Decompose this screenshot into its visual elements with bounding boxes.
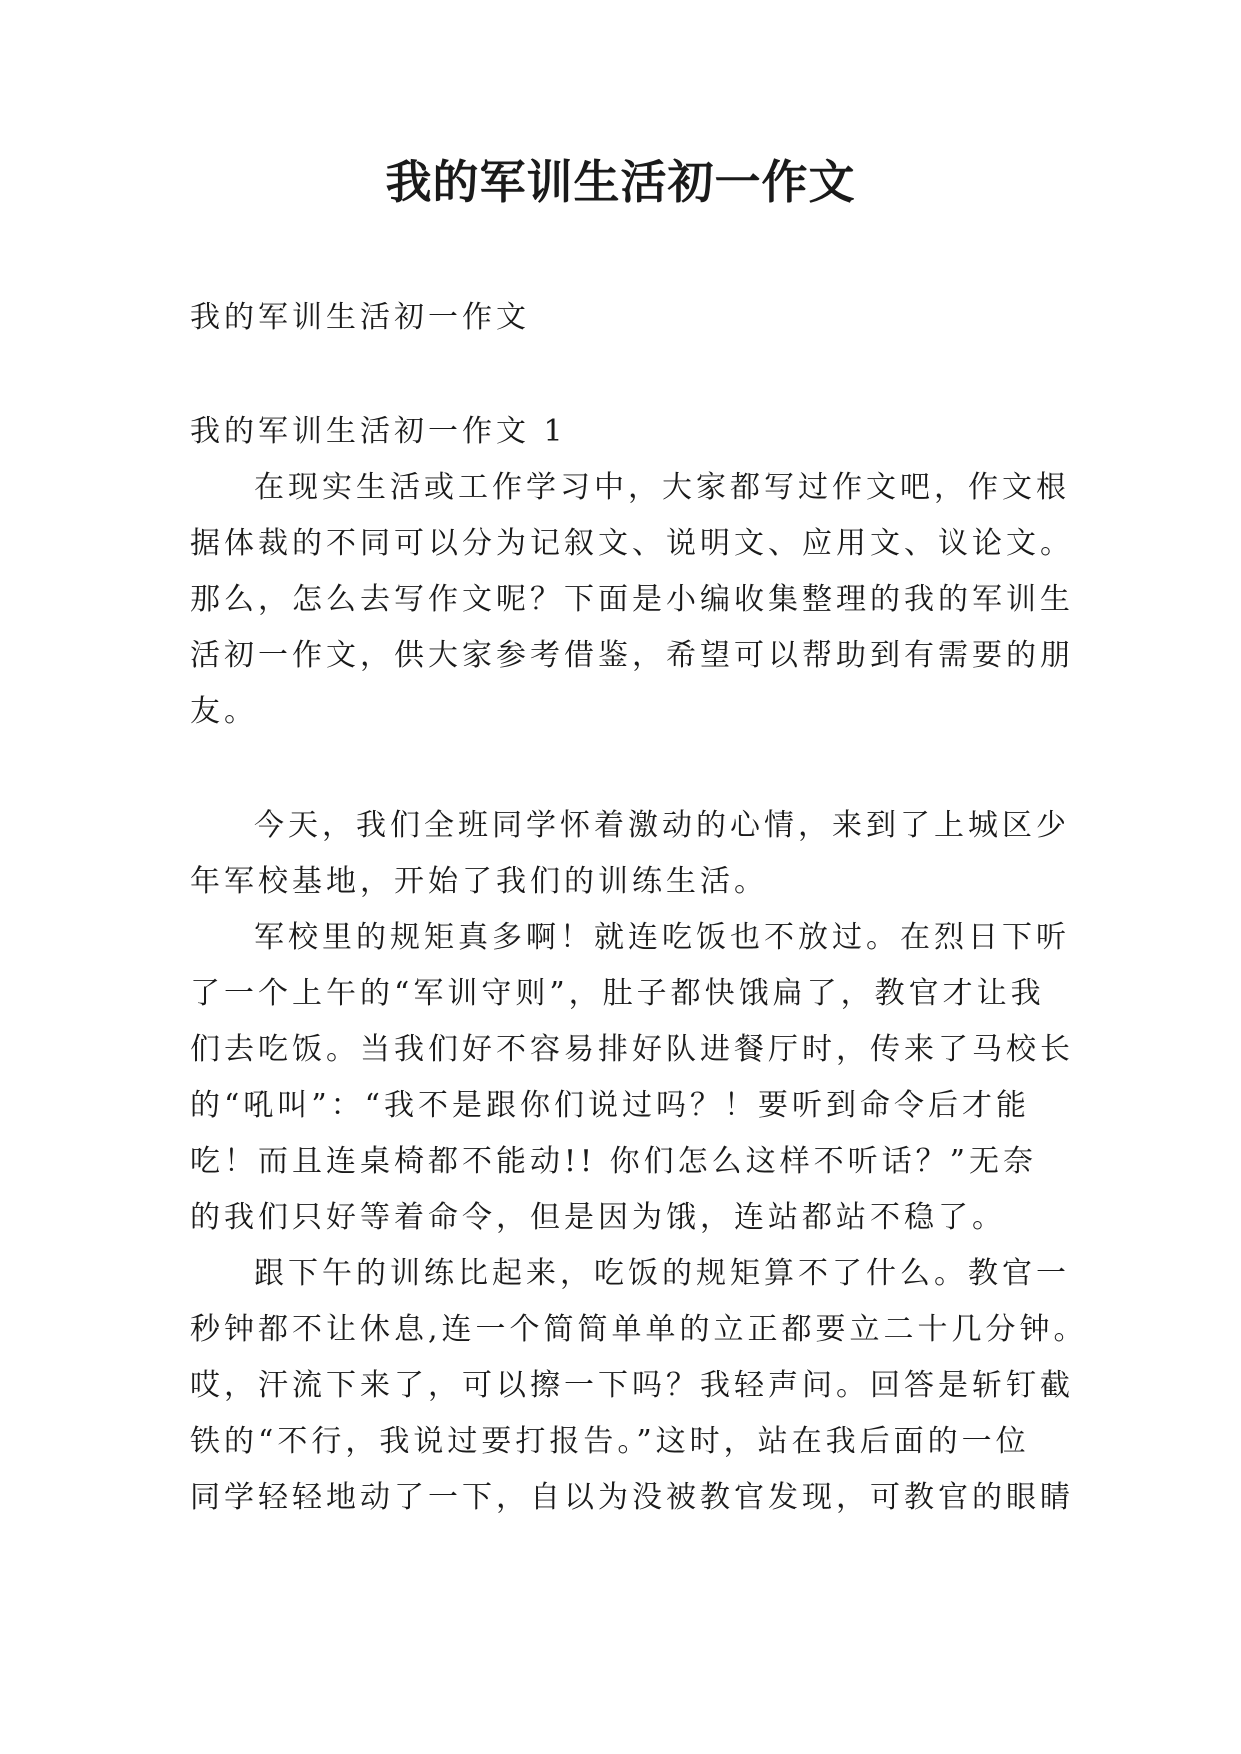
paragraph-line: 了一个上午的“军训守则”，肚子都快饿扁了，教官才让我: [190, 976, 1045, 1011]
paragraph-line: 年军校基地，开始了我们的训练生活。: [190, 864, 768, 899]
paragraph-line: 军校里的规矩真多啊！就连吃饭也不放过。在烈日下听: [254, 920, 1070, 955]
document-subtitle: 我的军训生活初一作文: [190, 300, 530, 335]
document-title: 我的军训生活初一作文: [385, 155, 856, 209]
paragraph-line: 活初一作文，供大家参考借鉴，希望可以帮助到有需要的朋: [190, 638, 1074, 673]
paragraph-line: 铁的“不行，我说过要打报告。”这时，站在我后面的一位: [190, 1424, 1030, 1459]
paragraph-line: 跟下午的训练比起来，吃饭的规矩算不了什么。教官一: [254, 1256, 1070, 1291]
paragraph-line: 的“吼叫”：“我不是跟你们说过吗？！要听到命令后才能: [190, 1088, 1031, 1123]
paragraph-line: 们去吃饭。当我们好不容易排好队进餐厅时，传来了马校长: [190, 1032, 1074, 1067]
paragraph-line: 哎，汗流下来了，可以擦一下吗？我轻声问。回答是斩钉截: [190, 1368, 1074, 1403]
section-heading: 我的军训生活初一作文 1: [190, 414, 567, 449]
paragraph-training: [190, 1246, 1088, 1526]
paragraph-line: 秒钟都不让休息,连一个简简单单的立正都要立二十几分钟。: [190, 1312, 1088, 1347]
paragraph-line: 友。: [190, 694, 258, 729]
paragraph-line: 的我们只好等着命令，但是因为饿，连站都站不稳了。: [190, 1200, 1006, 1235]
paragraph-line: 据体裁的不同可以分为记叙文、说明文、应用文、议论文。: [190, 526, 1074, 561]
paragraph-intro: [190, 460, 1074, 740]
paragraph-line: 在现实生活或工作学习中，大家都写过作文吧，作文根: [254, 470, 1070, 505]
paragraph-arrival: [190, 798, 1070, 910]
paragraph-line: 那么，怎么去写作文呢？下面是小编收集整理的我的军训生: [190, 582, 1074, 617]
paragraph-rules: [190, 910, 1074, 1246]
document-body: [190, 290, 1088, 1526]
paragraph-line: 今天，我们全班同学怀着激动的心情，来到了上城区少: [254, 808, 1070, 843]
paragraph-line: 吃！而且连桌椅都不能动!! 你们怎么这样不听话？”无奈: [190, 1144, 1037, 1179]
paragraph-line: 同学轻轻地动了一下，自以为没被教官发现，可教官的眼睛: [190, 1480, 1074, 1515]
